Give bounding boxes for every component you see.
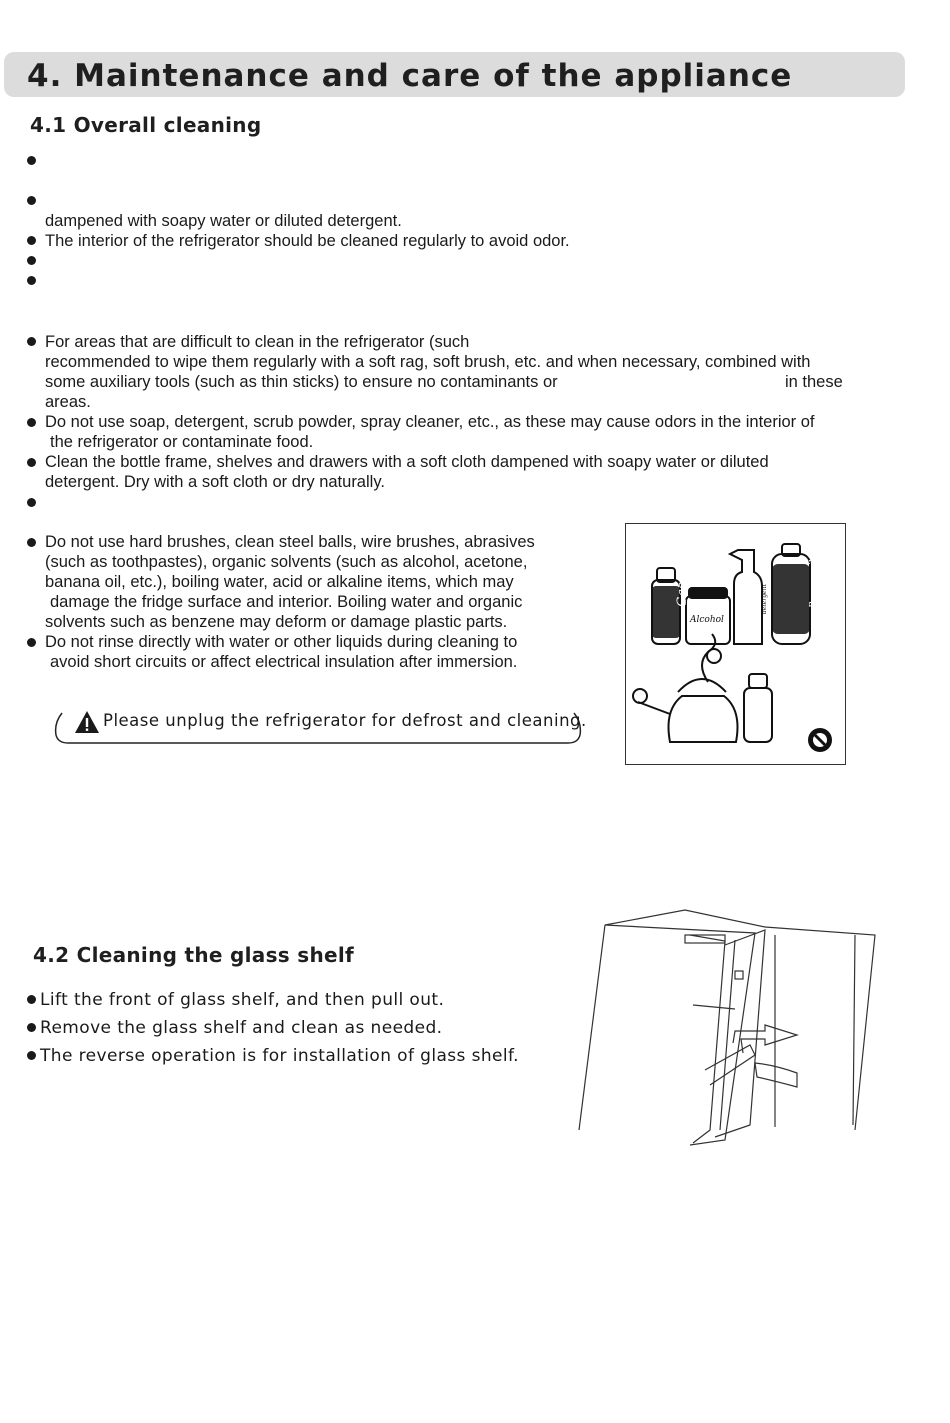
bullet	[27, 276, 36, 285]
text-line: areas.	[45, 393, 91, 411]
section-heading-overall-cleaning: 4.1 Overall cleaning	[30, 113, 262, 137]
list-item: Lift the front of glass shelf, and then pull out.	[40, 990, 445, 1010]
section-heading-rest: .2 Cleaning the glass shelf	[47, 943, 355, 967]
cleaners-drawing	[626, 524, 844, 763]
text-line: (such as toothpastes), organic solvents (such as alcohol, acetone,	[45, 553, 528, 571]
text-line: the refrigerator or contaminate food.	[50, 433, 314, 451]
page-title: 4. Maintenance and care of the appliance	[27, 58, 793, 94]
fridge-glass-shelf-illustration	[575, 905, 885, 1150]
label-gas: Gas	[675, 582, 690, 607]
text-line: recommended to wipe them regularly with a soft rag, soft brush, etc. and when necessary, combined with	[45, 353, 811, 371]
bullet	[27, 538, 36, 547]
bullet	[27, 418, 36, 427]
bullet	[27, 995, 36, 1004]
forbidden-cleaners-illustration	[625, 523, 846, 765]
text-line: Do not rinse directly with water or other liquids during cleaning to	[45, 633, 518, 651]
bullet	[27, 196, 36, 205]
label-banana: Banana oil	[809, 559, 819, 608]
text-line: avoid short circuits or affect electrical insulation after immersion.	[50, 653, 518, 671]
bullet	[27, 1051, 36, 1060]
bullet	[27, 337, 36, 346]
text-line: Do not use hard brushes, clean steel balls, wire brushes, abrasives	[45, 533, 535, 551]
warning-triangle-icon	[74, 710, 100, 734]
bullet	[27, 236, 36, 245]
bullet	[27, 638, 36, 647]
warning-text: Please unplug the refrigerator for defrost and cleaning.	[103, 711, 587, 730]
text-line: solvents such as benzene may deform or damage plastic parts.	[45, 613, 508, 631]
text-line: detergent. Dry with a soft cloth or dry naturally.	[45, 473, 385, 491]
bullet	[27, 156, 36, 165]
text-line: some auxiliary tools (such as thin sticks) to ensure no contaminants or	[45, 373, 558, 391]
text-line: banana oil, etc.), boiling water, acid or alkaline items, which may	[45, 573, 514, 591]
bullet	[27, 498, 36, 507]
text-line: Clean the bottle frame, shelves and drawers with a soft cloth dampened with soapy water or diluted	[45, 453, 769, 471]
bullet	[27, 458, 36, 467]
text-line: damage the fridge surface and interior. Boiling water and organic	[50, 593, 523, 611]
text-line: in these	[785, 373, 843, 391]
section-heading-glass-shelf	[33, 943, 354, 967]
section-heading-number: 4	[33, 943, 48, 967]
text-line: For areas that are difficult to clean in the refrigerator (such	[45, 333, 470, 351]
label-detergent: detergent	[761, 584, 768, 614]
label-alcohol: Alcohol	[690, 615, 724, 625]
text-line: Do not use soap, detergent, scrub powder, spray cleaner, etc., as these may cause odors in the interior of	[45, 413, 815, 431]
text-line: The interior of the refrigerator should be cleaned regularly to avoid odor.	[45, 232, 570, 250]
bullet	[27, 1023, 36, 1032]
list-item: The reverse operation is for installation of glass shelf.	[40, 1046, 519, 1066]
bullet	[27, 256, 36, 265]
text-line: dampened with soapy water or diluted detergent.	[45, 212, 402, 230]
list-item: Remove the glass shelf and clean as needed.	[40, 1018, 443, 1038]
